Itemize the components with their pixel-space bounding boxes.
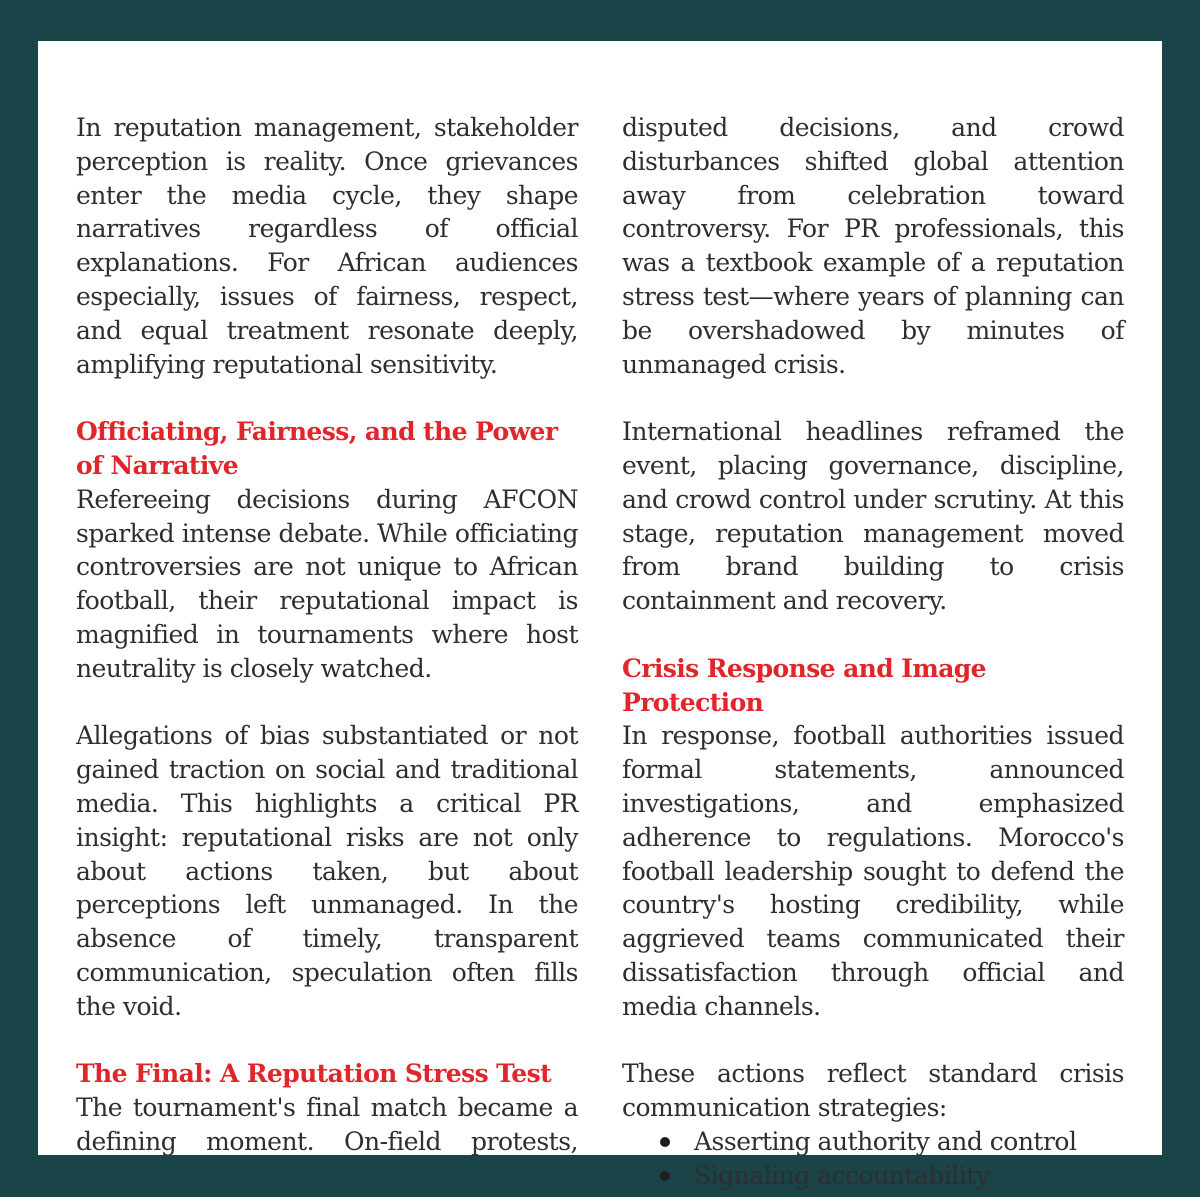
strategies-intro-paragraph: These actions reflect standard crisis communication strategies: <box>622 1059 1124 1123</box>
left-column <box>76 111 578 1159</box>
list-item <box>622 1125 1124 1159</box>
list-item-label: Asserting authority and control <box>694 1126 1077 1156</box>
officiating-paragraph-1: Refereeing decisions during AFCON sparked intense debate. While officiating controversies are not unique to African football, their reputational impact is magnified in tournaments where host neutrality is closely watched. <box>76 484 578 683</box>
crisis-response-paragraph: In response, football authorities issued formal statements, announced investigations, and emphasized adherence to regulations. Morocco's football leadership sought to defend the country's hosting credibility, while aggrieved teams communicated their dissatisfaction through official and media channels. <box>622 721 1124 1021</box>
bullet-icon <box>660 1137 670 1147</box>
intro-paragraph: In reputation management, stakeholder perception is reality. Once grievances enter the media cycle, they shape narratives regardless of official explanations. For African audiences especially, issues of fairness, respect, and equal treatment resonate deeply, amplifying reputational sensitivity. <box>76 113 578 379</box>
paragraph-gap <box>76 1024 578 1058</box>
section-heading-officiating: Officiating, Fairness, and the Power of Narrative <box>76 417 558 480</box>
bullet-icon <box>660 1171 670 1181</box>
article-page <box>38 41 1162 1190</box>
paragraph-gap <box>76 686 578 720</box>
strategies-list <box>622 1125 1124 1193</box>
officiating-paragraph-2: Allegations of bias substantiated or not gained traction on social and traditional media. This highlights a critical PR insight: reputational risks are not only about actions taken, but about perceptions left unmanaged. In the absence of timely, transparent communication, speculation often fills the void. <box>76 721 578 1021</box>
list-item-label: Signaling accountability <box>694 1160 990 1190</box>
final-paragraph-continued: disputed decisions, and crowd disturbances shifted global attention away from celebration toward controversy. For PR professionals, this was a textbook example of a reputation stress test—where years of planning can be overshadowed by minutes of unmanaged crisis. <box>622 113 1124 379</box>
section-heading-crisis-response: Crisis Response and Image Protection <box>622 653 986 717</box>
headlines-paragraph: International headlines reframed the event, placing governance, discipline, and crowd control under scrutiny. At this stage, reputation management moved from brand building to crisis containment and recovery. <box>622 417 1124 616</box>
right-column <box>622 111 1124 1193</box>
section-heading-final: The Final: A Reputation Stress Test <box>76 1059 552 1089</box>
paragraph-gap <box>622 618 1124 652</box>
paragraph-gap <box>622 381 1124 415</box>
list-item <box>622 1159 1124 1193</box>
paragraph-gap <box>622 1024 1124 1058</box>
paragraph-gap <box>76 381 578 415</box>
final-paragraph-start: The tournament's final match became a defining moment. On-field protests, <box>76 1093 578 1156</box>
